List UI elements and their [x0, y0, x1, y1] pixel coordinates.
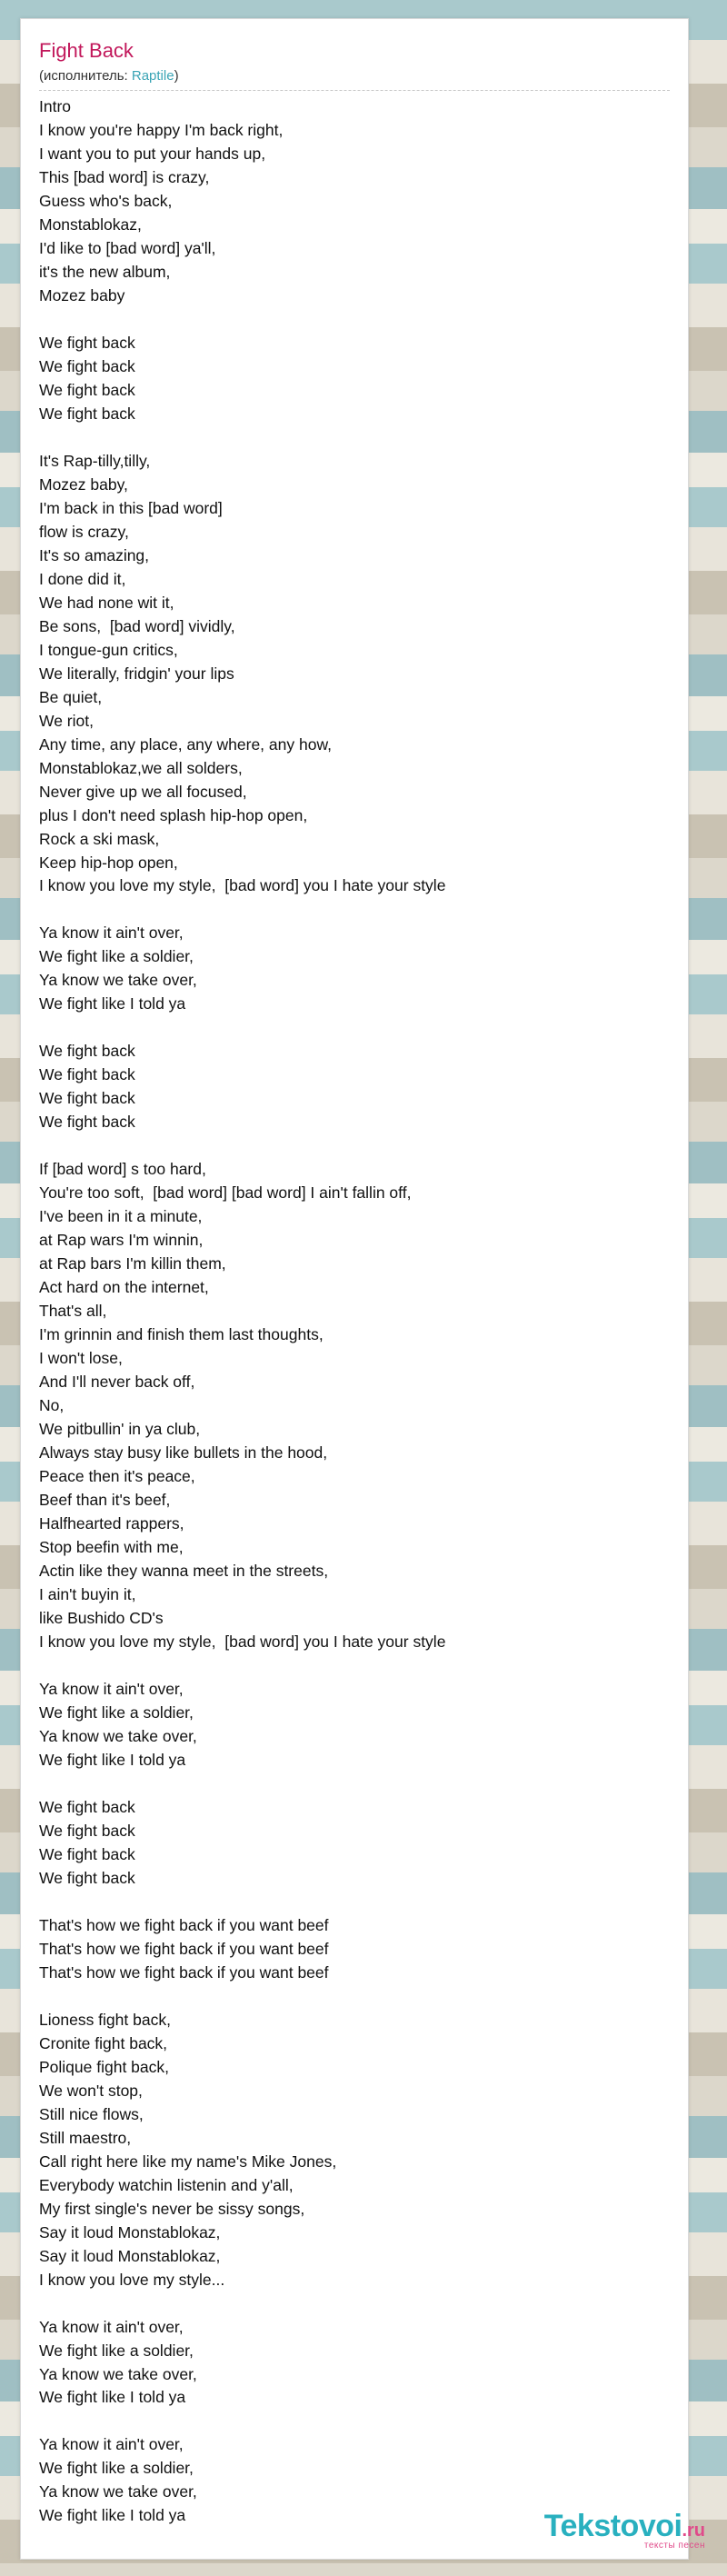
title-divider	[39, 90, 670, 91]
lyric-line: at Rap bars I'm killin them,	[39, 1254, 226, 1273]
lyrics-body	[39, 95, 675, 2528]
lyric-line: Ya know we take over,	[39, 1726, 197, 1745]
lyric-line: We fight back	[39, 1844, 135, 1863]
lyric-line: That's all,	[39, 1302, 107, 1321]
lyric-line: That's how we fight back if you want beef	[39, 1962, 329, 1982]
lyric-line: We fight like I told ya	[39, 994, 186, 1013]
lyric-line: We won't stop,	[39, 2081, 143, 2100]
lyric-line: I tongue-gun critics,	[39, 640, 178, 659]
artist-prefix: (исполнитель:	[39, 68, 132, 84]
lyric-line: We literally, fridgin' your lips	[39, 664, 234, 683]
lyric-line: We fight back	[39, 1042, 135, 1061]
lyric-line: Cronite fight back,	[39, 2033, 168, 2052]
lyric-line	[39, 1654, 675, 1678]
lyric-line: My first single's never be sissy songs,	[39, 2199, 305, 2218]
lyric-line	[39, 1016, 675, 1040]
lyric-line: Ya know it ain't over,	[39, 2317, 184, 2336]
lyric-line: Everybody watchin listenin and y'all,	[39, 2175, 294, 2194]
lyric-line: Ya know we take over,	[39, 2364, 197, 2383]
lyric-line: Intro	[39, 97, 72, 115]
lyric-line: Ya know it ain't over,	[39, 2435, 184, 2454]
lyric-line	[39, 898, 675, 922]
lyric-line: Mozez baby	[39, 285, 125, 305]
artist-line	[39, 68, 179, 84]
lyric-line: I won't lose,	[39, 1349, 123, 1368]
lyric-line: I've been in it a minute,	[39, 1207, 203, 1226]
lyric-line: We fight back	[39, 1797, 135, 1816]
lyric-line: I know you're happy I'm back right,	[39, 120, 284, 139]
lyric-line: I want you to put your hands up,	[39, 144, 266, 163]
lyric-line: Ya know we take over,	[39, 2482, 197, 2501]
lyric-line: plus I don't need splash hip-hop open,	[39, 805, 308, 824]
lyric-line: We fight back	[39, 404, 135, 423]
site-logo[interactable]	[544, 2509, 705, 2551]
lyric-line: We fight like a soldier,	[39, 2459, 194, 2478]
lyric-line: like Bushido CD's	[39, 1609, 164, 1627]
lyric-line	[39, 1985, 675, 2009]
lyric-line: That's how we fight back if you want beef	[39, 1915, 329, 1934]
lyric-line	[39, 1134, 675, 1158]
lyric-line: We fight like I told ya	[39, 2388, 186, 2407]
logo-tld: .ru	[682, 2521, 705, 2541]
lyric-line: We fight back	[39, 1821, 135, 1840]
lyric-line: Monstablokaz,we all solders,	[39, 758, 243, 777]
lyric-line: We fight back	[39, 1089, 135, 1108]
lyric-line: it's the new album,	[39, 262, 171, 281]
lyric-line: I'd like to [bad word] ya'll,	[39, 238, 216, 257]
lyric-line: Call right here like my name's Mike Jones,	[39, 2152, 337, 2171]
lyric-line: Peace then it's peace,	[39, 1467, 195, 1486]
lyric-line: We fight back	[39, 356, 135, 375]
lyric-line: Stop beefin with me,	[39, 1538, 184, 1557]
lyric-line: Monstablokaz,	[39, 215, 142, 234]
lyric-line: We fight like I told ya	[39, 2506, 186, 2525]
lyric-line: Still maestro,	[39, 2128, 132, 2147]
lyric-line: I ain't buyin it,	[39, 1585, 136, 1604]
lyric-line: Say it loud Monstablokaz,	[39, 2222, 221, 2242]
logo-tagline: тексты песен	[643, 2541, 705, 2551]
lyric-line: Guess who's back,	[39, 191, 173, 210]
lyric-line: Be sons, [bad word] vividly,	[39, 616, 235, 635]
lyric-line: Lioness fight back,	[39, 2010, 171, 2029]
lyric-line: And I'll never back off,	[39, 1373, 195, 1392]
lyric-line: Any time, any place, any where, any how,	[39, 734, 332, 754]
lyric-line: You're too soft, [bad word] [bad word] I ain't fallin off,	[39, 1183, 412, 1203]
lyric-line: I know you love my style, [bad word] you I hate your style	[39, 876, 446, 895]
lyric-line: Still nice flows,	[39, 2104, 144, 2123]
lyric-line: I'm grinnin and finish them last thoughts,	[39, 1325, 324, 1344]
lyric-line: We had none wit it,	[39, 593, 174, 612]
lyric-line: We fight back	[39, 380, 135, 399]
lyric-line: Say it loud Monstablokaz,	[39, 2246, 221, 2265]
lyric-line	[39, 2292, 675, 2316]
lyric-line	[39, 1891, 675, 1914]
lyric-line: I know you love my style...	[39, 2270, 225, 2289]
lyric-line	[39, 426, 675, 450]
lyric-line: Actin like they wanna meet in the streets,	[39, 1562, 329, 1581]
lyric-line: Ya know it ain't over,	[39, 1679, 184, 1698]
lyric-line: I know you love my style, [bad word] you I hate your style	[39, 1632, 446, 1651]
lyric-line: We fight back	[39, 1113, 135, 1132]
lyric-line: Act hard on the internet,	[39, 1278, 209, 1297]
lyric-line	[39, 2410, 675, 2433]
lyric-line: Polique fight back,	[39, 2057, 170, 2076]
lyric-line: No,	[39, 1396, 65, 1415]
lyric-line: I'm back in this [bad word]	[39, 498, 223, 517]
lyrics-card	[20, 18, 689, 2560]
lyric-line: I done did it,	[39, 569, 126, 588]
lyric-line: We pitbullin' in ya club,	[39, 1420, 201, 1439]
lyric-line: We fight like a soldier,	[39, 1702, 194, 1722]
lyric-line: Rock a ski mask,	[39, 829, 160, 848]
lyric-line: Halfhearted rappers,	[39, 1514, 184, 1533]
lyric-line: We fight back	[39, 1868, 135, 1887]
song-title: Fight Back	[39, 39, 134, 62]
lyric-line: We fight back	[39, 333, 135, 352]
lyric-line	[39, 1772, 675, 1796]
lyric-line: Beef than it's beef,	[39, 1491, 171, 1510]
logo-name: Tekstovoi	[543, 2509, 682, 2543]
lyric-line	[39, 308, 675, 332]
lyric-line: We fight back	[39, 1065, 135, 1084]
lyric-line: Always stay busy like bullets in the hood,	[39, 1443, 328, 1463]
lyric-line: Be quiet,	[39, 687, 103, 706]
lyric-line: Ya know it ain't over,	[39, 924, 184, 943]
lyric-line: at Rap wars I'm winnin,	[39, 1231, 204, 1250]
lyric-line: Keep hip-hop open,	[39, 853, 178, 872]
lyric-line: We fight like a soldier,	[39, 947, 194, 966]
lyric-line: It's Rap-tilly,tilly,	[39, 451, 151, 470]
lyric-line: flow is crazy,	[39, 522, 129, 541]
lyric-line: Mozez baby,	[39, 474, 128, 494]
lyric-line: If [bad word] s too hard,	[39, 1160, 206, 1179]
lyric-line: We fight like a soldier,	[39, 2341, 194, 2360]
artist-suffix: )	[174, 68, 179, 84]
artist-link[interactable]: Raptile	[131, 68, 174, 84]
lyric-line: That's how we fight back if you want beef	[39, 1939, 329, 1958]
lyric-line: Ya know we take over,	[39, 971, 197, 990]
lyric-line: We riot,	[39, 711, 94, 730]
lyric-line: Never give up we all focused,	[39, 782, 247, 801]
lyric-line: It's so amazing,	[39, 545, 150, 564]
lyric-line: We fight like I told ya	[39, 1750, 186, 1769]
lyric-line: This [bad word] is crazy,	[39, 167, 210, 186]
